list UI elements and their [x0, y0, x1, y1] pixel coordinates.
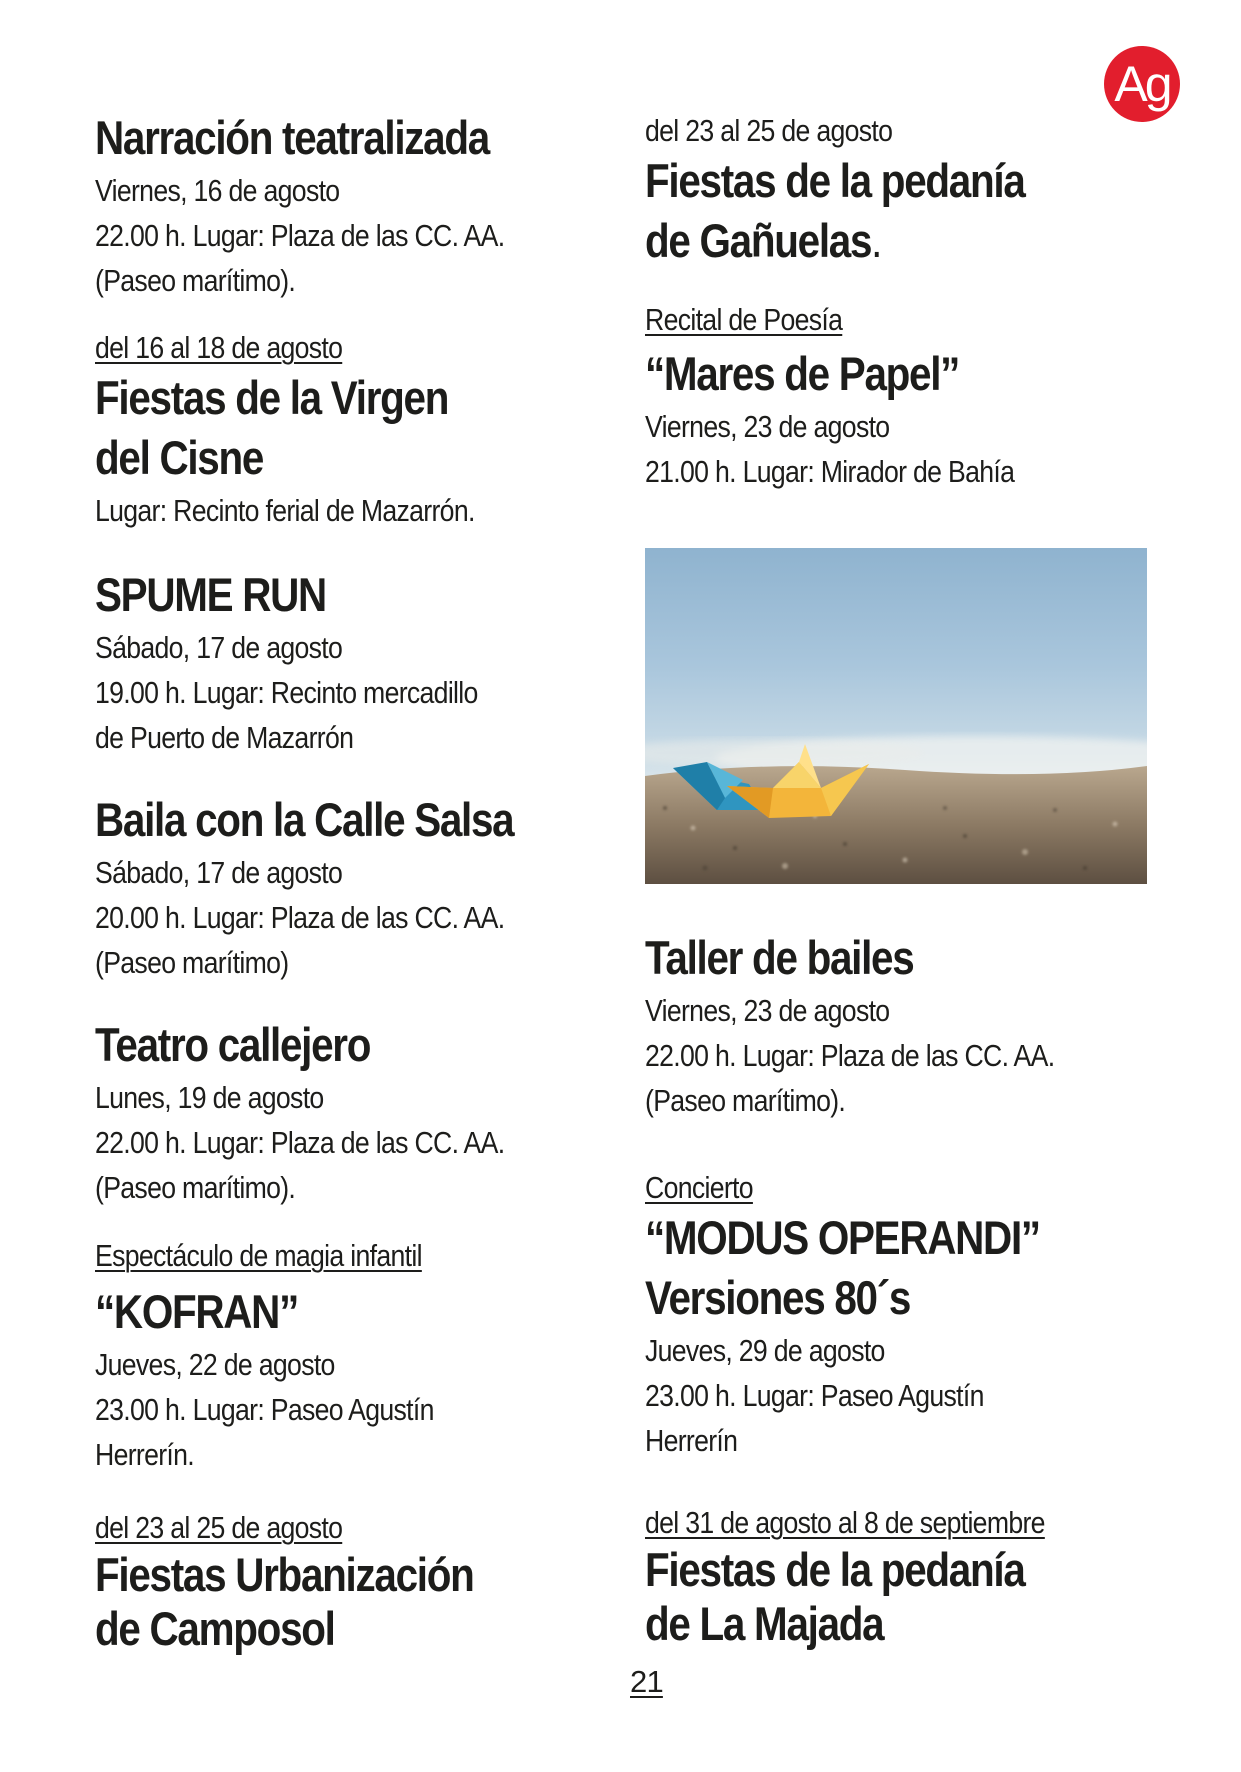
event-la-majada	[645, 1503, 1185, 1651]
event-teatro-callejero	[95, 1015, 635, 1210]
event-time-place: 22.00 h. Lugar: Plaza de las CC. AA.	[95, 218, 505, 253]
event-title: Taller de bailes	[645, 931, 914, 984]
event-title-line-1: Fiestas de la pedanía	[645, 154, 1025, 207]
event-title: Teatro callejero	[95, 1018, 371, 1071]
event-title-line-1: Fiestas Urbanización	[95, 1548, 474, 1601]
event-time-place: 21.00 h. Lugar: Mirador de Bahía	[645, 454, 1015, 489]
event-time-place: 20.00 h. Lugar: Plaza de las CC. AA.	[95, 900, 505, 935]
event-place: Lugar: Recinto ferial de Mazarrón.	[95, 493, 475, 528]
event-place-detail: Herrerín	[645, 1423, 738, 1458]
event-time-place: 23.00 h. Lugar: Paseo Agustín	[645, 1378, 984, 1413]
event-camposol	[95, 1508, 635, 1656]
event-title-line-1: “MODUS OPERANDI”	[645, 1211, 1040, 1264]
event-date-range: del 23 al 25 de agosto	[645, 113, 893, 148]
event-mares-de-papel	[645, 300, 1185, 494]
event-time-place: 22.00 h. Lugar: Plaza de las CC. AA.	[645, 1038, 1055, 1073]
event-date: Viernes, 16 de agosto	[95, 173, 340, 208]
event-kofran	[95, 1236, 635, 1477]
event-date-range: del 31 de agosto al 8 de septiembre	[645, 1505, 1045, 1540]
event-title-line-1: Fiestas de la pedanía	[645, 1543, 1025, 1596]
event-time-place: 22.00 h. Lugar: Plaza de las CC. AA.	[95, 1125, 505, 1160]
event-title-line-2: del Cisne	[95, 431, 264, 484]
paper-boats-on-beach-image	[645, 548, 1147, 884]
event-narracion	[95, 108, 635, 303]
event-title: “Mares de Papel”	[645, 347, 960, 400]
event-title-line-2: de La Majada	[645, 1597, 884, 1650]
badge-label: Ag	[1114, 56, 1170, 112]
event-title-line-2: Versiones 80´s	[645, 1271, 911, 1324]
event-place-detail: (Paseo marítimo)	[95, 945, 289, 980]
event-title: “KOFRAN”	[95, 1285, 299, 1338]
event-title: SPUME RUN	[95, 568, 326, 621]
event-time-place: 19.00 h. Lugar: Recinto mercadillo	[95, 675, 478, 710]
event-title-suffix: .	[871, 214, 882, 267]
event-date: Lunes, 19 de agosto	[95, 1080, 324, 1115]
event-category: Concierto	[645, 1170, 753, 1205]
event-date-range: del 16 al 18 de agosto	[95, 330, 343, 365]
event-spume-run	[95, 565, 635, 760]
event-date: Viernes, 23 de agosto	[645, 409, 890, 444]
event-title-line-2: de Camposol	[95, 1602, 335, 1655]
event-title: Baila con la Calle Salsa	[95, 793, 514, 846]
event-date: Jueves, 29 de agosto	[645, 1333, 885, 1368]
event-time-place: 23.00 h. Lugar: Paseo Agustín	[95, 1392, 434, 1427]
event-date: Jueves, 22 de agosto	[95, 1347, 335, 1382]
event-place-detail: (Paseo marítimo).	[95, 1170, 296, 1205]
event-place-detail: (Paseo marítimo).	[645, 1083, 846, 1118]
event-place-detail: (Paseo marítimo).	[95, 263, 296, 298]
event-virgen-cisne	[95, 328, 635, 533]
event-title: Narración teatralizada	[95, 111, 489, 164]
page-number: 21	[630, 1664, 663, 1699]
paper-boats-illustration	[645, 548, 1147, 884]
event-modus-operandi	[645, 1168, 1185, 1463]
event-taller-bailes	[645, 928, 1185, 1123]
event-title-text: de Gañuelas	[645, 214, 872, 267]
event-ganuelas	[645, 111, 1185, 271]
event-title-line-2	[645, 211, 1109, 271]
event-date-range: del 23 al 25 de agosto	[95, 1510, 343, 1545]
event-category: Recital de Poesía	[645, 302, 843, 337]
event-title-line-1: Fiestas de la Virgen	[95, 371, 449, 424]
event-date: Viernes, 23 de agosto	[645, 993, 890, 1028]
event-place-detail: Herrerín.	[95, 1437, 194, 1472]
event-date: Sábado, 17 de agosto	[95, 855, 343, 890]
event-date: Sábado, 17 de agosto	[95, 630, 343, 665]
event-category: Espectáculo de magia infantil	[95, 1238, 422, 1273]
event-place-detail: de Puerto de Mazarrón	[95, 720, 354, 755]
event-calle-salsa	[95, 790, 635, 985]
